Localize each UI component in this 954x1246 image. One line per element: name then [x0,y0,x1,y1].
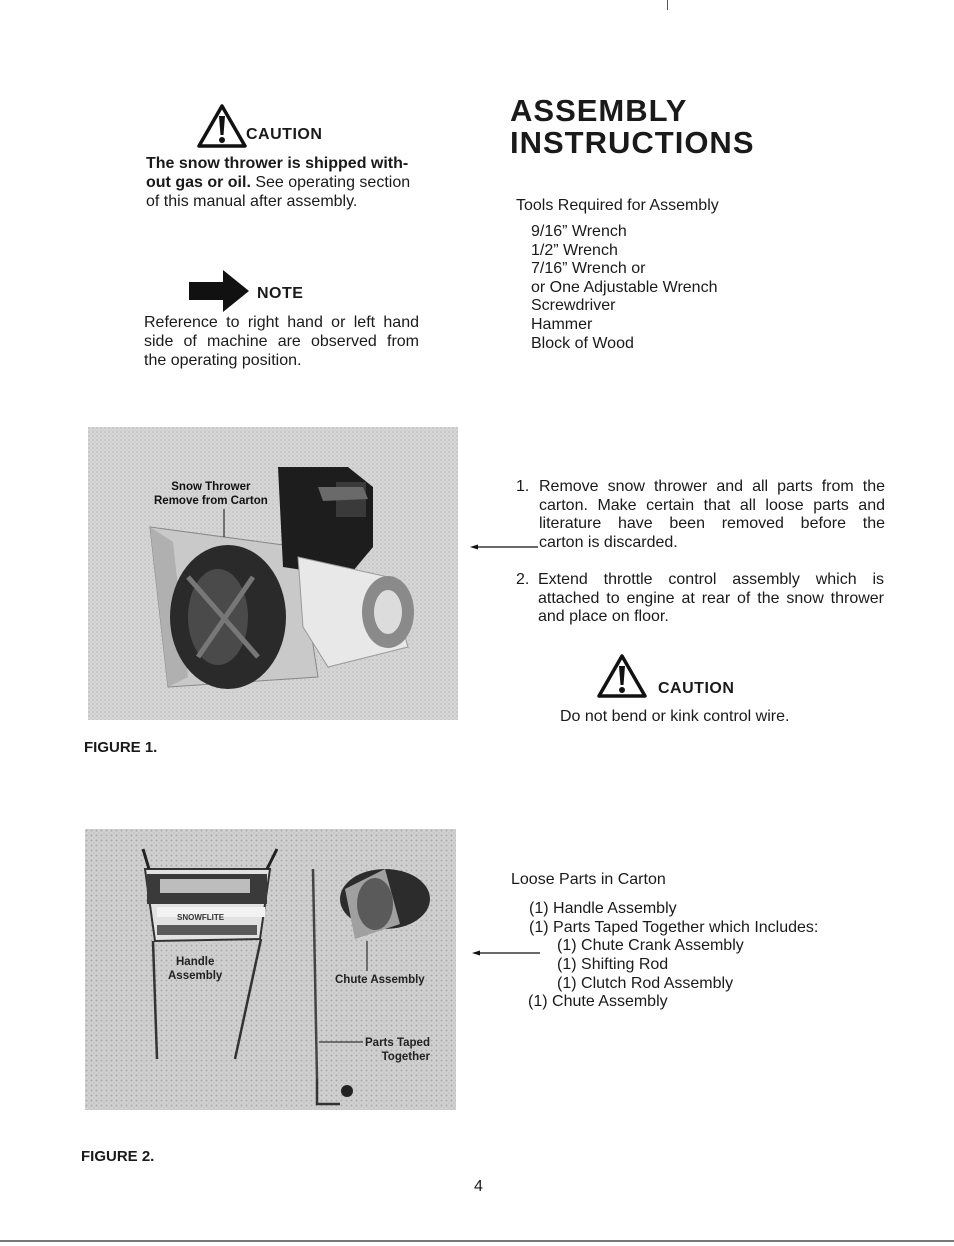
note-text [144,313,419,370]
note-line-1: Reference to right hand or left hand [144,314,419,331]
step-1-line: carton is discarded. [539,533,678,551]
page-title-line-2: INSTRUCTIONS [510,125,755,160]
figure2-parts-line-1: Parts Taped [365,1037,430,1049]
figure2-handle-line-1: Handle [176,956,215,968]
figure2-brand-text: SNOWFLITE [177,913,225,922]
figure2-parts-callout [365,1036,430,1064]
page-title [510,95,755,159]
top-tick-mark [667,0,668,10]
loose-part-item [529,900,677,919]
loose-part-text: Handle Assembly [553,900,677,917]
top-caution-rest-2: of this manual after assembly. [146,193,358,210]
loose-part-text: Chute Assembly [552,993,668,1010]
step-1-number: 1. [516,478,530,495]
loose-part-qty: (1) [528,993,548,1010]
tool-item: 1/2” Wrench [531,241,618,259]
figure2-handle-callout [168,955,222,983]
step-1-text [539,478,885,552]
loose-part-text: Chute Crank Assembly [581,937,744,954]
figure1-callout-line-1: Snow Thrower [171,481,251,493]
figure1-label: FIGURE 1. [84,739,158,756]
figure2-chute-callout: Chute Assembly [335,974,425,986]
note-line-2: side of machine are observed from [144,333,419,350]
figure2-label: FIGURE 2. [81,1148,155,1165]
step-2-line: Extend throttle control assembly which is [538,571,884,588]
loose-part-qty: (1) [529,919,549,936]
mid-caution-text: Do not bend or kink control wire. [560,708,790,725]
loose-part-qty: (1) [529,900,549,917]
loose-part-item [557,956,668,975]
top-caution-rest-1: See operating section [250,174,411,191]
loose-part-text: Parts Taped Together which Includes: [553,919,819,936]
tool-item: or One Adjustable Wrench [531,278,718,296]
page-title-line-1: ASSEMBLY [510,93,688,128]
loose-part-item [557,975,733,994]
step-2-line: attached to engine at rear of the snow thrower [538,589,884,607]
top-caution-heading: CAUTION [246,126,323,143]
warning-triangle-icon [597,653,647,699]
note-heading: NOTE [257,285,304,302]
figure2-parts-line-2: Together [381,1051,430,1063]
snow-thrower-illustration [88,427,458,720]
tool-item: 9/16” Wrench [531,223,627,240]
loose-part-qty: (1) [557,975,577,992]
loose-part-item [557,937,744,956]
top-caution-bold-1: The snow thrower is shipped with- [146,155,409,172]
figure2-photo [85,829,456,1110]
loose-part-item [529,919,818,938]
figure1-callout-line-2: Remove from Carton [154,495,268,507]
note-arrow-icon [189,270,251,312]
loose-part-text: Clutch Rod Assembly [581,975,734,992]
tools-heading: Tools Required for Assembly [516,197,719,214]
tool-item: Block of Wood [531,334,634,352]
tool-item: 7/16” Wrench or [531,260,646,278]
page-number: 4 [474,1178,483,1195]
loose-part-qty: (1) [557,956,577,973]
loose-part-qty: (1) [557,937,577,954]
loose-parts-illustration [85,829,456,1110]
arrow-to-figure2 [472,943,540,949]
mid-caution-heading: CAUTION [658,680,735,697]
step-2-number: 2. [516,571,530,588]
step-1-line: carton. Make certain that all loose parts and [539,496,885,514]
loose-parts-heading: Loose Parts in Carton [511,871,666,888]
loose-part-text: Shifting Rod [581,956,669,973]
top-caution-text [146,154,436,211]
left-arrow-icon [470,544,538,550]
left-arrow-icon [472,950,540,956]
note-line-3: the operating position. [144,352,302,369]
figure1-callout [154,480,268,508]
step-2-line: and place on floor. [538,608,669,625]
figure2-handle-line-2: Assembly [168,970,223,982]
tool-item: Hammer [531,315,593,333]
top-caution-bold-2: out gas or oil. [146,174,251,191]
step-1-line: Remove snow thrower and all parts from the [539,478,885,495]
step-1-line: literature have been removed before the [539,515,885,532]
step-2-text [538,571,884,627]
figure1-photo [88,427,458,720]
arrow-to-figure1 [470,537,538,543]
bottom-scan-line [0,1240,954,1242]
tool-item: Screwdriver [531,297,616,315]
loose-part-item [528,993,668,1012]
tools-list [531,223,717,353]
warning-triangle-icon [197,100,247,152]
